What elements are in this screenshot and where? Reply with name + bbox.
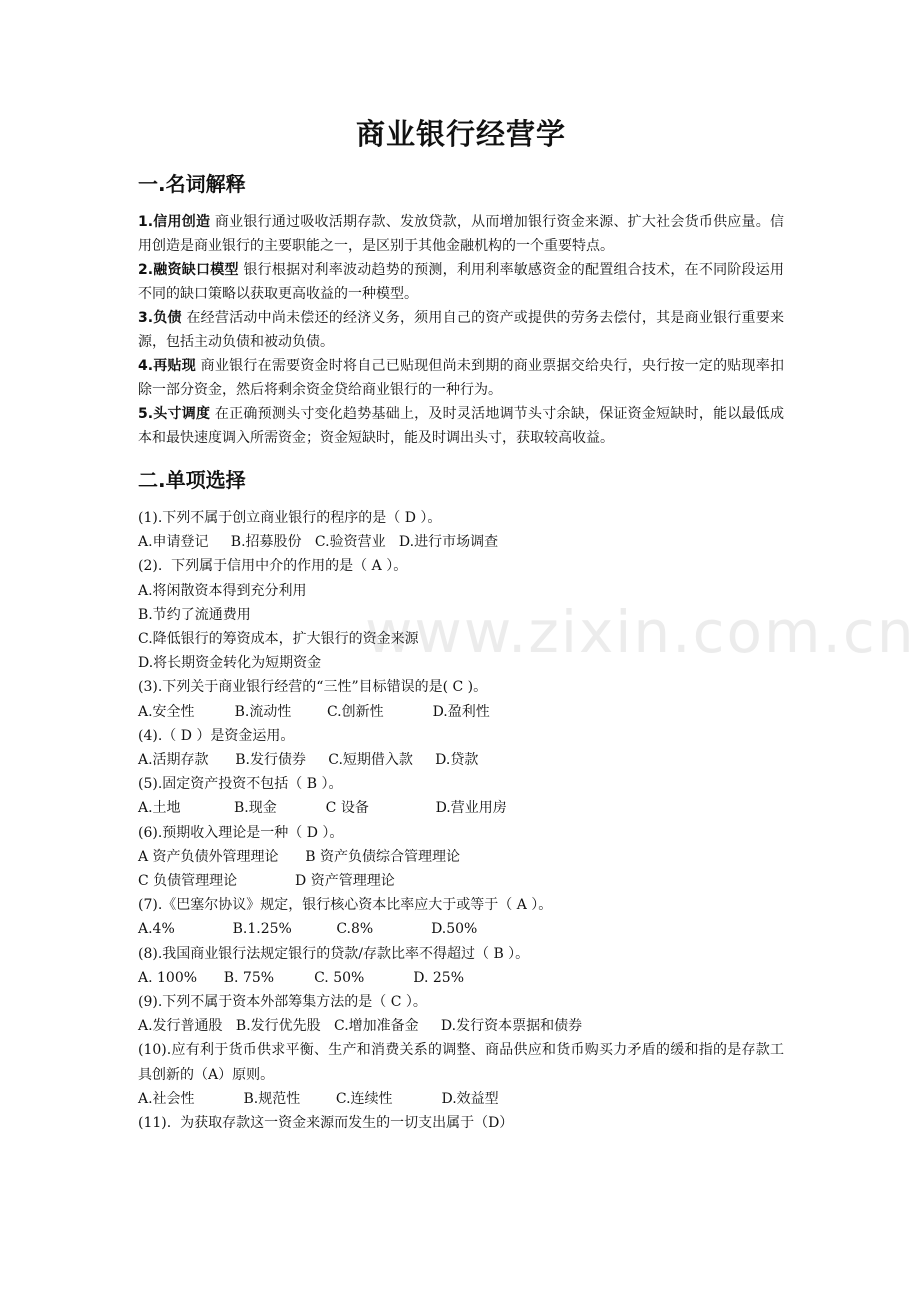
term-item (138, 306, 784, 354)
term-head: 3.负债 (138, 310, 182, 326)
term-head: 2.融资缺口模型 (138, 262, 239, 278)
question-line: (1).下列不属于创立商业银行的程序的是（ D ）。 (138, 510, 442, 526)
question-list (138, 506, 784, 1135)
term-head: 1.信用创造 (138, 214, 211, 230)
option-line: A.活期存款 B.发行债券 C.短期借入款 D.贷款 (138, 752, 479, 769)
option-line: A.将闲散资本得到充分利用 (138, 582, 307, 599)
term-item (138, 402, 784, 450)
option-line: A.安全性 B.流动性 C.创新性 D.盈利性 (138, 703, 490, 720)
option-line: D.将长期资金转化为短期资金 (138, 655, 322, 672)
term-head: 5.头寸调度 (138, 406, 211, 422)
section-heading-choice: 二.单项选择 (138, 468, 246, 492)
term-item (138, 258, 784, 306)
watermark-text: www.zixin.com.cn (365, 598, 916, 666)
option-line: A 资产负债外管理理论 B 资产负债综合管理理论 (138, 848, 460, 865)
term-head: 4.再贴现 (138, 358, 196, 374)
term-item (138, 354, 784, 402)
question-line: (4).（ D ）是资金运用。 (138, 727, 295, 744)
document-title: 商业银行经营学 (355, 117, 566, 151)
question-line: (11). 为获取存款这一资金来源而发生的一切支出属于（D） (138, 1115, 514, 1132)
option-line: A.申请登记 B.招募股份 C.验资营业 D.进行市场调查 (138, 534, 499, 551)
term-item (138, 210, 784, 258)
option-line: A. 100% B. 75% C. 50% D. 25% (138, 969, 465, 986)
question-line: (9).下列不属于资本外部筹集方法的是（ C ）。 (138, 994, 427, 1011)
term-body: 银行根据对利率波动趋势的预测，利用利率敏感资金的配置组合技术，在不同阶段运用不同的缺口策略以获取更高收益的一种模型。 (138, 262, 785, 302)
term-body: 商业银行在需要资金时将自己已贴现但尚未到期的商业票据交给央行，央行按一定的贴现率扣除一部分资金，然后将剩余资金贷给商业银行的一种行为。 (138, 358, 785, 398)
question-line: (5).固定资产投资不包括（ B ）。 (138, 776, 343, 793)
option-line: C.降低银行的筹资成本，扩大银行的资金来源 (138, 631, 419, 648)
term-body: 商业银行通过吸收活期存款、发放贷款，从而增加银行资金来源、扩大社会货币供应量。信用创造是商业银行的主要职能之一，是区别于其他金融机构的一个重要特点。 (138, 214, 785, 254)
question-line: (10).应有利于货币供求平衡、生产和消费关系的调整、商品供应和货币购买力矛盾的缓和指的是存款工具创新的（A）原则。 (138, 1042, 784, 1083)
option-line: A.4% B.1.25% C.8% D.50% (138, 921, 478, 938)
question-line: (8).我国商业银行法规定银行的贷款/存款比率不得超过（ B ）。 (138, 945, 530, 962)
option-line: B.节约了流通费用 (138, 606, 251, 623)
option-line: C 负债管理理论 D 资产管理理论 (138, 873, 395, 890)
term-body: 在正确预测头寸变化趋势基础上，及时灵活地调节头寸余缺，保证资金短缺时，能以最低成本和最快速度调入所需资金；资金短缺时，能及时调出头寸，获取较高收益。 (138, 406, 785, 446)
question-line: (7).《巴塞尔协议》规定，银行核心资本比率应大于或等于（ A ）。 (138, 897, 553, 914)
option-line: A.社会性 B.规范性 C.连续性 D.效益型 (138, 1090, 499, 1107)
document-page (138, 112, 784, 1135)
term-body: 在经营活动中尚未偿还的经济义务，须用自己的资产或提供的劳务去偿付，其是商业银行重要来源，包括主动负债和被动负债。 (138, 310, 784, 350)
terms-list (138, 210, 784, 450)
question-line: (3).下列关于商业银行经营的“三性”目标错误的是( C )。 (138, 679, 488, 696)
option-line: A.发行普通股 B.发行优先股 C.增加准备金 D.发行资本票据和债券 (138, 1018, 583, 1035)
option-line: A.土地 B.现金 C 设备 D.营业用房 (138, 800, 507, 817)
question-line: (6).预期收入理论是一种（ D ）。 (138, 824, 344, 841)
section-heading-terms: 一.名词解释 (138, 172, 246, 196)
question-line: (2). 下列属于信用中介的作用的是（ A ）。 (138, 558, 408, 575)
